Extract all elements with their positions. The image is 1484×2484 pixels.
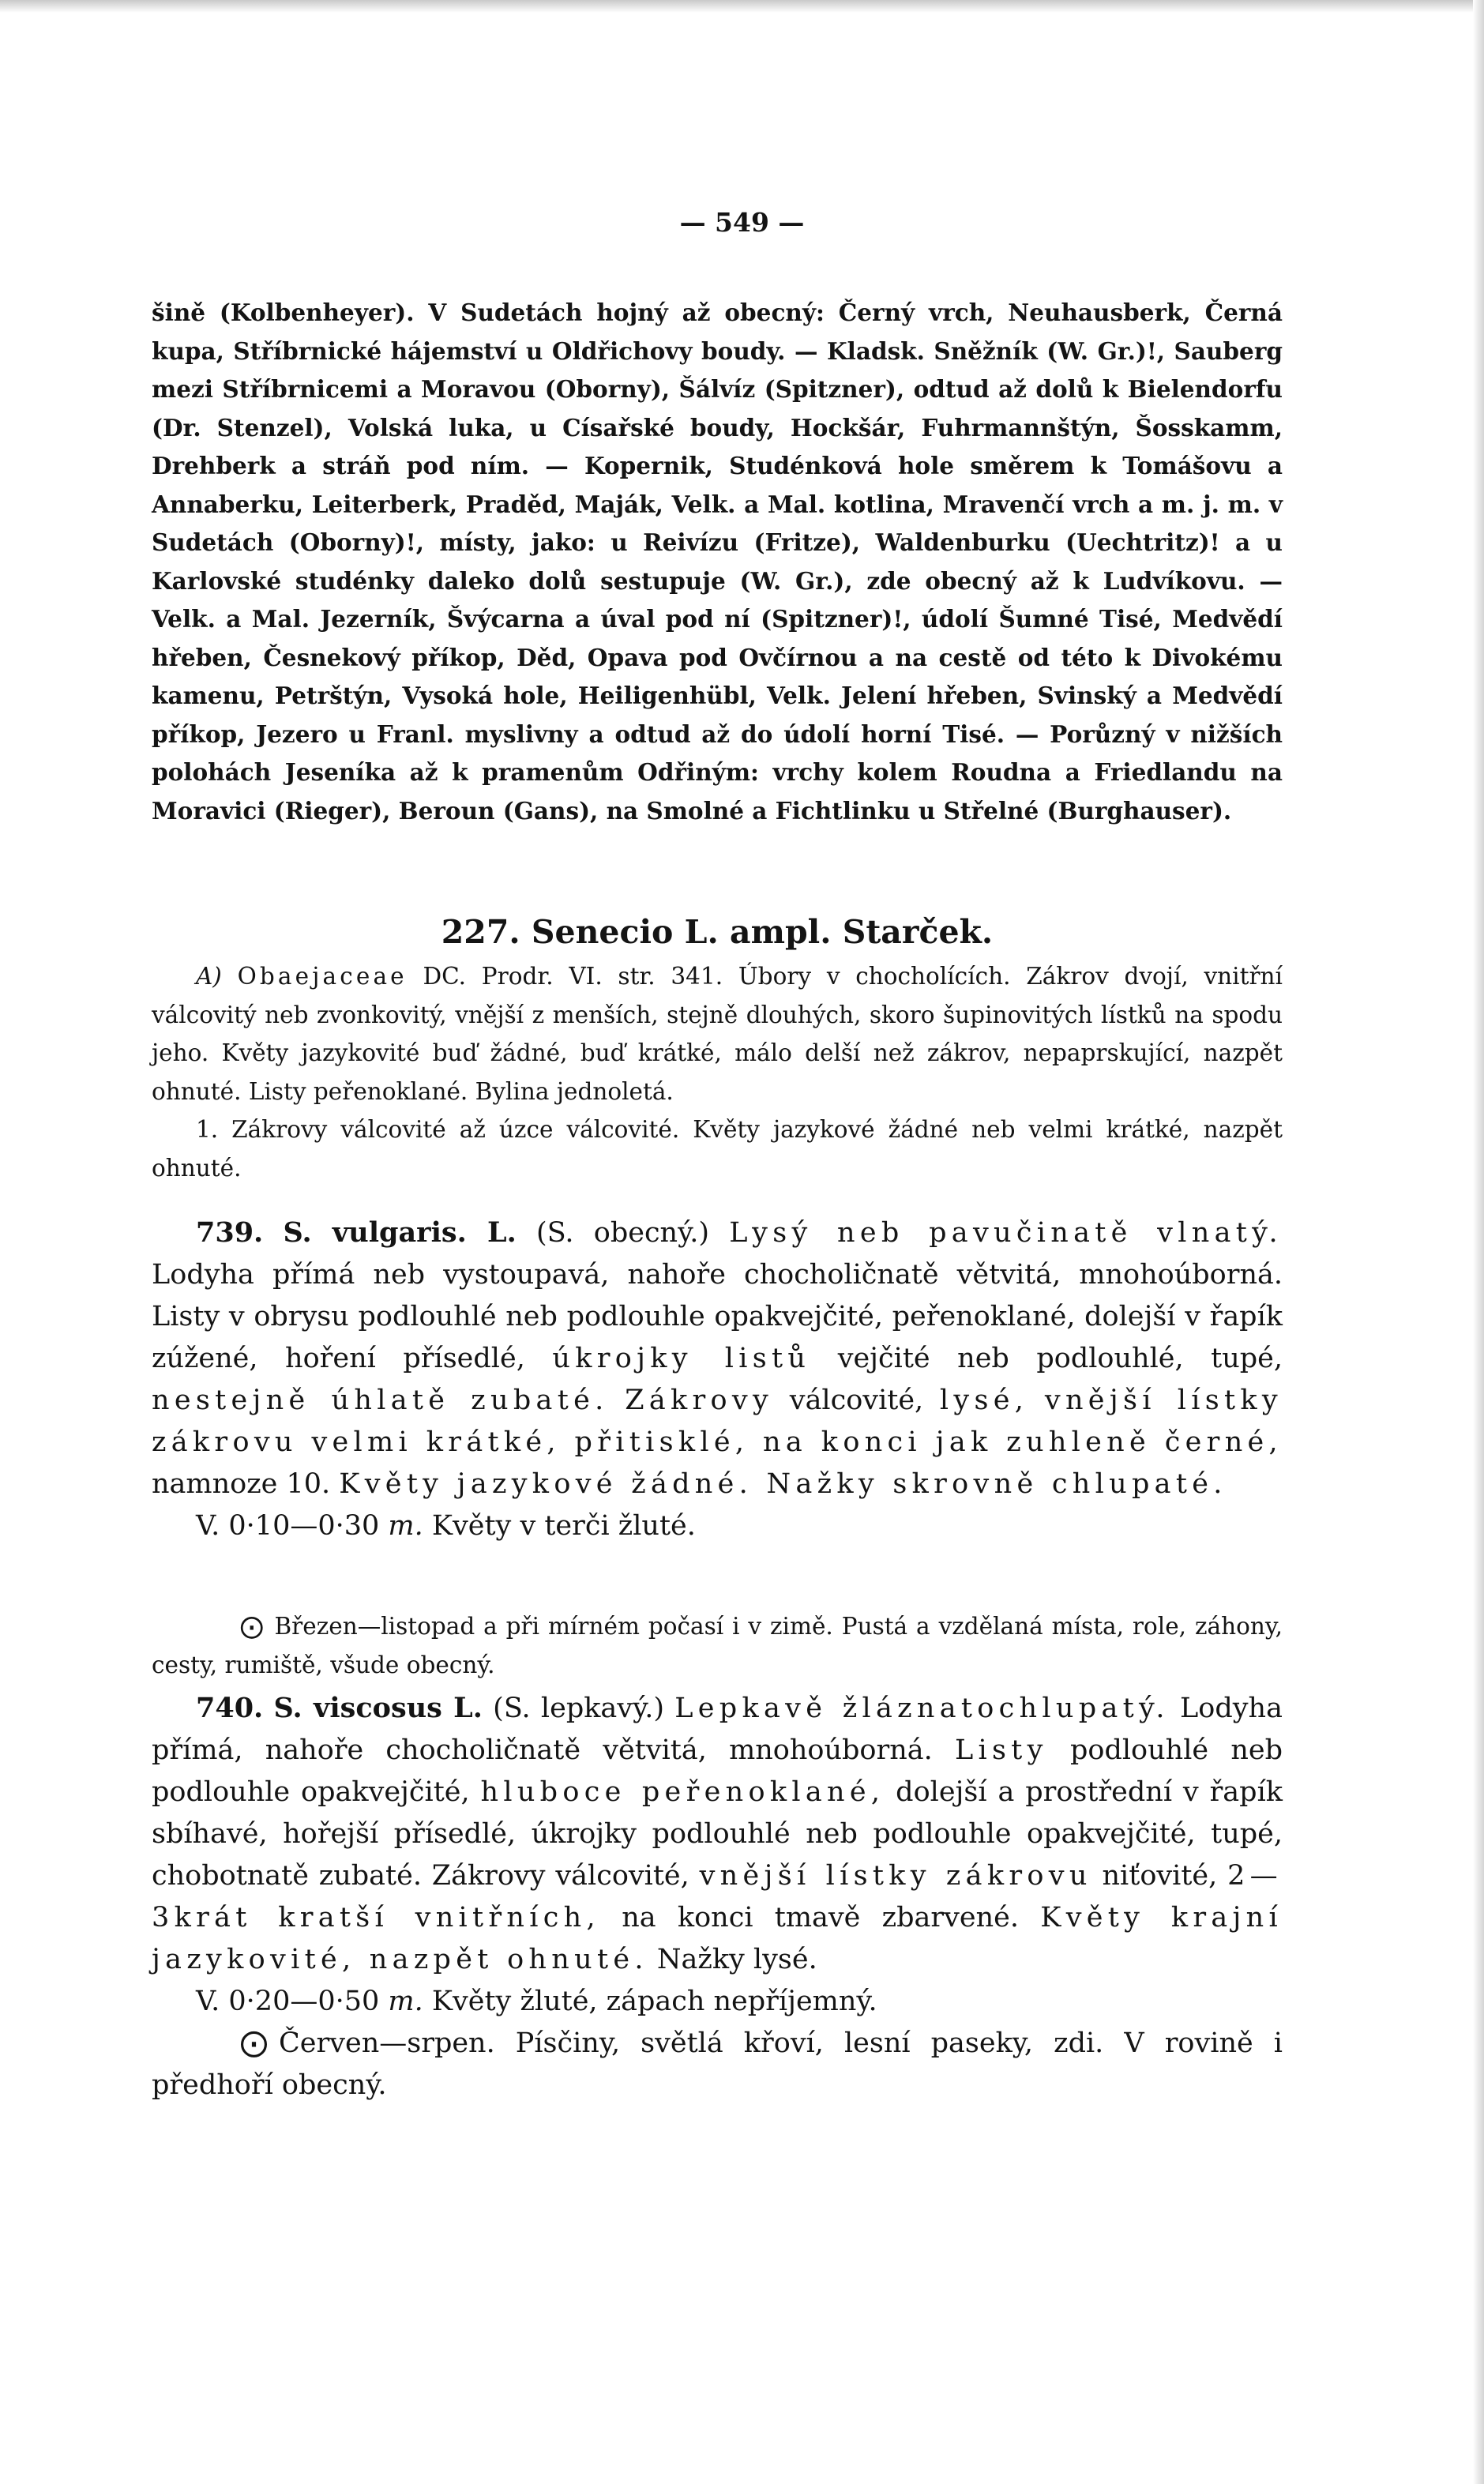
species-739-common: (S. obecný.) <box>536 1217 709 1249</box>
species-739-description: 739. S. vulgaris. L. (S. obecný.) Lysý neb pavučinatě vlnatý. Lodyha přímá neb vystoupavá, nahoře chocholičnatě větvitá, mnohoúborná. Listy v obrysu podlouhlé neb podlouhle opakvejčité, peřenoklané, dolejší v řapík zúžené, hoření přísedlé, úkrojky listů vejčité neb podlouhlé, tupé, nestejně úhlatě zubaté. Zákrovy válcovité, lysé, vnější lístky zákrovu velmi krátké, přitisklé, na konci jak zuhleně černé, namnoze 10. Květy jazykové žádné. Nažky skrovně chlupaté. <box>152 1216 1283 1500</box>
species-740-phenology: ⨀ Červen—srpen. Písčiny, světlá křoví, lesní paseky, zdi. V rovině i předhoří obecný. <box>152 2023 1283 2106</box>
annual-plant-symbol-icon: ⨀ <box>240 1613 264 1640</box>
species-739-phenology: ⨀ Březen—listopad a při mírném počasí i v zimě. Pustá a vzdělaná místa, role, záhony, cesty, rumiště, všude obecný. <box>152 1607 1283 1684</box>
species-739-name: S. vulgaris. L. <box>283 1216 517 1249</box>
species-740-block <box>152 1687 1283 2106</box>
annual-plant-symbol-icon: ⨀ <box>240 2027 268 2059</box>
page-number: — 549 — <box>679 207 805 238</box>
species-740-number: 740. <box>196 1692 264 1724</box>
key-item-1: 1. Zákrovy válcovité až úzce válcovité. Květy jazykové žádné neb velmi krátké, nazpět ohnuté. <box>152 1116 1283 1182</box>
section-label: A) <box>196 963 222 990</box>
species-739-size: V. 0·10—0·30 m. Květy v terči žluté. <box>196 1510 696 1542</box>
meter-unit: m. <box>388 1510 423 1542</box>
section-description <box>152 957 1283 1110</box>
section-text: DC. Prodr. VI. str. 341. Úbory v chocholících. Zákrov dvojí, vnitřní válcovitý neb zvonkovitý, vnější z menších, stejně dlouhých, skoro šupinovitých lístků na spodu jeho. Květy jazykovité buď žádné, buď krátké, málo delší než zákrov, nepaprskující, nazpět ohnuté. Listy peřenoklané. Bylina jednoletá. <box>152 963 1283 1105</box>
scan-top-edge <box>0 0 1484 13</box>
genus-heading: 227. Senecio L. ampl. Starček. <box>441 913 994 951</box>
species-739-number: 739. <box>196 1216 264 1249</box>
species-740-description: 740. S. viscosus L. (S. lepkavý.) Lepkavě žláznatochlupatý. Lodyha přímá, nahoře chocholičnatě větvitá, mnohoúborná. Listy podlouhlé neb podlouhle opakvejčité, hluboce peřenoklané, dolejší a prostřední v řapík sbíhavé, hořejší přísedlé, úkrojky podlouhlé neb podlouhle opakvejčité, tupé, chobotnatě zubaté. Zákrovy válcovité, vnější lístky zákrovu niťovité, 2—3krát kratší vnitřních, na konci tmavě zbarvené. Květy krajní jazykovité, nazpět ohnuté. Nažky lysé. <box>152 1692 1283 1975</box>
species-740-size: V. 0·20—0·50 m. Květy žluté, zápach nepříjemný. <box>196 1986 877 2017</box>
scan-right-edge <box>1473 0 1484 2484</box>
species-739-block <box>152 1212 1283 1547</box>
genus-block <box>152 905 1283 1187</box>
species-740-common: (S. lepkavý.) <box>493 1693 664 1724</box>
section-name: Obaejaceae <box>237 963 408 990</box>
meter-unit: m. <box>388 1986 423 2017</box>
species-739-phenology-block <box>152 1607 1283 1684</box>
species-740-name: S. viscosus L. <box>273 1692 483 1724</box>
intro-paragraph-block <box>152 294 1283 830</box>
intro-paragraph: šině (Kolbenheyer). V Sudetách hojný až obecný: Černý vrch, Neuhausberk, Černá kupa, Stříbrnické hájemství u Oldřichovy boudy. — Kladsk. Sněžník (W. Gr.)!, Sauberg mezi Stříbrnicemi a Moravou (Oborny), Šálvíz (Spitzner), odtud až dolů k Bielendorfu (Dr. Stenzel), Volská luka, u Císařské boudy, Hockšár, Fuhrmannštýn, Šosskamm, Drehberk a stráň pod ním. — Kopernik, Studénková hole směrem k Tomášovu a Annaberku, Leiterberk, Praděd, Maják, Velk. a Mal. kotlina, Mravenčí vrch a m. j. m. v Sudetách (Oborny)!, místy, jako: u Reivízu (Fritze), Waldenburku (Uechtritz)! a u Karlovské studénky daleko dolů sestupuje (W. Gr.), zde obecný až k Ludvíkovu. — Velk. a Mal. Jezerník, Švýcarna a úval pod ní (Spitzner)!, údolí Šumné Tisé, Medvědí hřeben, Česnekový příkop, Děd, Opava pod Ovčírnou a na cestě od této k Divokému kamenu, Petrštýn, Vysoká hole, Heiligenhübl, Velk. Jelení hřeben, Svinský a Medvědí příkop, Jezero u Franl. myslivny a odtud až do údolí horní Tisé. — Porůzný v nižších polohách Jeseníka až k pramenům Odřiným: vrchy kolem Roudna a Friedlandu na Moravici (Rieger), Beroun (Gans), na Smolné a Fichtlinku u Střelné (Burghauser). <box>152 299 1283 825</box>
